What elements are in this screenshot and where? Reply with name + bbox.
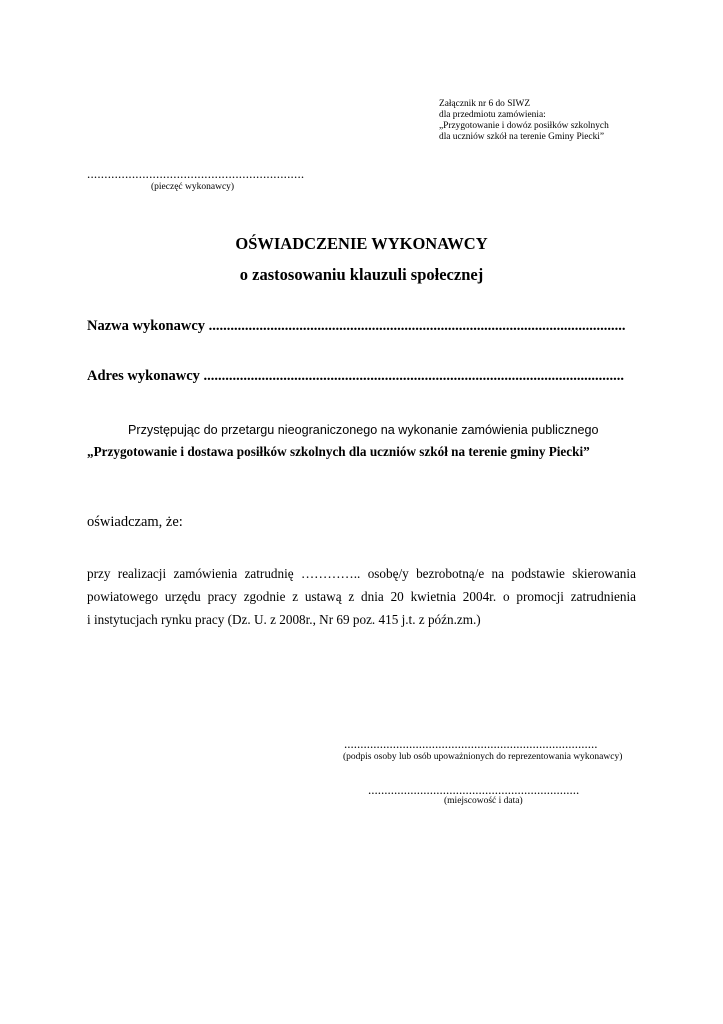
- word: podstawie: [511, 566, 565, 581]
- document-subtitle: o zastosowaniu klauzuli społecznej: [239, 265, 484, 284]
- word: zamówienia: [173, 566, 238, 581]
- word: 20: [390, 589, 404, 604]
- word: …………..: [300, 566, 361, 581]
- declaration-paragraph: [87, 562, 636, 631]
- word: dnia: [361, 589, 384, 604]
- paragraph-line-3: i instytucjach rynku pracy (Dz. U. z 2008r., Nr 69 poz. 415 j.t. z późn.zm.): [87, 612, 481, 627]
- declaration-heading: oświadczam, że:: [87, 514, 183, 530]
- word: zatrudnię: [244, 566, 294, 581]
- word: zgodnie: [243, 589, 286, 604]
- word: realizacji: [117, 566, 167, 581]
- attachment-note-line: „Przygotowanie i dowóz posiłków szkolnych: [439, 121, 609, 131]
- stamp-placeholder-dots: ...............................................................: [87, 166, 305, 181]
- word: promocji: [516, 589, 564, 604]
- word: z: [348, 589, 355, 604]
- word: na: [491, 566, 504, 581]
- word: o: [502, 589, 510, 604]
- contractor-address-field: Adres wykonawcy ....................................................................................................................: [87, 368, 625, 384]
- word: z: [292, 589, 299, 604]
- stamp-caption: (pieczęć wykonawcy): [151, 182, 235, 192]
- paragraph-line-1: [87, 562, 636, 585]
- word: pracy: [207, 589, 237, 604]
- attachment-note-line: Załącznik nr 6 do SIWZ: [439, 99, 531, 109]
- word: zatrudnienia: [570, 589, 636, 604]
- signature-caption: (podpis osoby lub osób upoważnionych do reprezentowania wykonawcy): [343, 752, 623, 762]
- tender-intro-text: Przystępując do przetargu nieograniczonego na wykonanie zamówienia publicznego: [128, 423, 599, 437]
- word: urzędu: [164, 589, 201, 604]
- word: przy: [87, 566, 111, 581]
- word: bezrobotną/e: [416, 566, 485, 581]
- word: kwietnia: [410, 589, 456, 604]
- signature-placeholder-dots: ..............................................................................: [344, 736, 598, 751]
- attachment-note-line: dla przedmiotu zamówienia:: [439, 110, 546, 120]
- paragraph-line-2: [87, 585, 636, 608]
- contractor-name-field: Nazwa wykonawcy ...................................................................................................................: [87, 318, 626, 334]
- word: powiatowego: [87, 589, 159, 604]
- attachment-note: [439, 99, 609, 143]
- word: ustawą: [304, 589, 342, 604]
- place-date-caption: (miejscowość i data): [444, 796, 523, 806]
- contract-subject: „Przygotowanie i dostawa posiłków szkolnych dla uczniów szkół na terenie gminy Piecki”: [87, 444, 590, 459]
- document-title: OŚWIADCZENIE WYKONAWCY: [235, 234, 488, 253]
- attachment-note-line: dla uczniów szkół na terenie Gminy Piecki”: [439, 132, 605, 142]
- word: 2004r.: [462, 589, 497, 604]
- word: osobę/y: [367, 566, 409, 581]
- place-date-placeholder-dots: .................................................................: [368, 782, 580, 797]
- word: skierowania: [572, 566, 636, 581]
